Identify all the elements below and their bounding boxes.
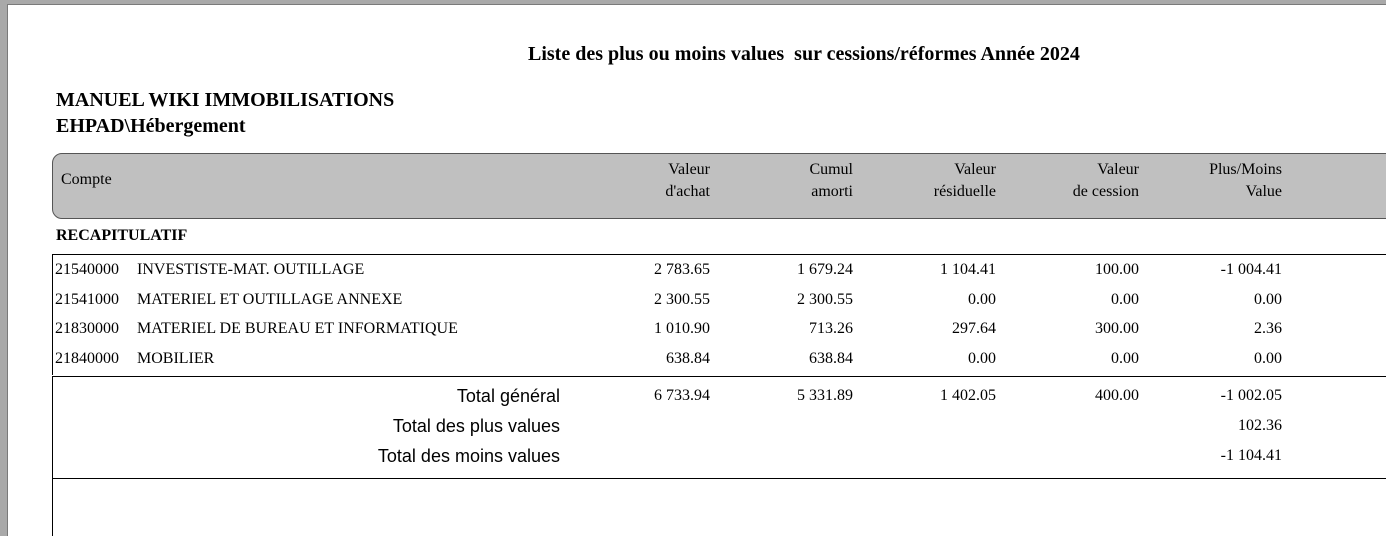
table-row (53, 344, 1386, 374)
report-page (7, 4, 1386, 536)
purchase-value: 2 783.65 (654, 261, 710, 278)
empty-area (52, 478, 1386, 536)
header-purchase-value-line2: d'achat (665, 183, 710, 200)
header-residual-value-line2: résiduelle (933, 183, 996, 200)
residual-value: 0.00 (968, 291, 996, 308)
total-gain-loss-value: -1 002.05 (1220, 387, 1282, 404)
gain-loss-value: 0.00 (1254, 350, 1282, 367)
header-purchase-value-line1: Valeur (668, 161, 710, 178)
account-code: 21541000 (55, 291, 119, 308)
header-sale-value (989, 159, 1139, 203)
sale-value: 100.00 (1095, 261, 1139, 278)
department-name: EHPAD\Hébergement (56, 115, 246, 137)
header-gain-loss (1132, 159, 1282, 203)
total-sale-value: 400.00 (1095, 387, 1139, 404)
header-cumulative-depreciation-line1: Cumul (809, 161, 853, 178)
residual-value: 1 104.41 (940, 261, 996, 278)
header-account: Compte (61, 171, 112, 188)
total-plus-label: Total des plus values (392, 416, 560, 436)
header-sale-value-line2: de cession (1072, 183, 1139, 200)
gain-loss-value: 2.36 (1254, 320, 1282, 337)
header-purchase-value (560, 159, 710, 203)
total-general-row (53, 381, 1386, 411)
account-code: 21840000 (55, 350, 119, 367)
total-general-label: Total général (456, 386, 560, 406)
cumulative-depreciation: 638.84 (809, 350, 853, 367)
header-gain-loss-line2: Value (1245, 183, 1282, 200)
sale-value: 0.00 (1111, 291, 1139, 308)
gain-loss-value: 0.00 (1254, 291, 1282, 308)
account-label: INVESTISTE-MAT. OUTILLAGE (137, 261, 365, 278)
cumulative-depreciation: 713.26 (809, 320, 853, 337)
header-cumulative-depreciation-line2: amorti (811, 183, 853, 200)
cumulative-depreciation: 2 300.55 (797, 291, 853, 308)
header-gain-loss-line1: Plus/Moins (1209, 161, 1282, 178)
table-header (52, 153, 1386, 219)
total-purchase-value: 6 733.94 (654, 387, 710, 404)
account-label: MATERIEL DE BUREAU ET INFORMATIQUE (137, 320, 458, 337)
purchase-value: 638.84 (666, 350, 710, 367)
total-plus-row (53, 411, 1386, 441)
header-cumulative-depreciation (703, 159, 853, 203)
total-cumulative-depreciation: 5 331.89 (797, 387, 853, 404)
residual-value: 0.00 (968, 350, 996, 367)
cumulative-depreciation: 1 679.24 (797, 261, 853, 278)
table-row (53, 255, 1386, 285)
table-row (53, 285, 1386, 315)
header-residual-value (846, 159, 996, 203)
residual-value: 297.64 (952, 320, 996, 337)
sale-value: 0.00 (1111, 350, 1139, 367)
gain-loss-value: -1 004.41 (1220, 261, 1282, 278)
total-residual-value: 1 402.05 (940, 387, 996, 404)
total-minus-label: Total des moins values (377, 446, 560, 466)
account-code: 21830000 (55, 320, 119, 337)
header-sale-value-line1: Valeur (1097, 161, 1139, 178)
account-code: 21540000 (55, 261, 119, 278)
total-minus-row (53, 441, 1386, 471)
purchase-value: 2 300.55 (654, 291, 710, 308)
detail-table (52, 254, 1386, 375)
total-minus-value: -1 104.41 (1220, 447, 1282, 464)
report-title: Liste des plus ou moins values sur cessions/réformes Année 2024 (528, 43, 1080, 65)
sale-value: 300.00 (1095, 320, 1139, 337)
purchase-value: 1 010.90 (654, 320, 710, 337)
total-plus-value: 102.36 (1238, 417, 1282, 434)
table-row (53, 314, 1386, 344)
section-label: RECAPITULATIF (56, 227, 188, 244)
header-residual-value-line1: Valeur (954, 161, 996, 178)
company-name: MANUEL WIKI IMMOBILISATIONS (56, 89, 395, 111)
totals-table (52, 376, 1386, 479)
account-label: MOBILIER (137, 350, 215, 367)
account-label: MATERIEL ET OUTILLAGE ANNEXE (137, 291, 403, 308)
